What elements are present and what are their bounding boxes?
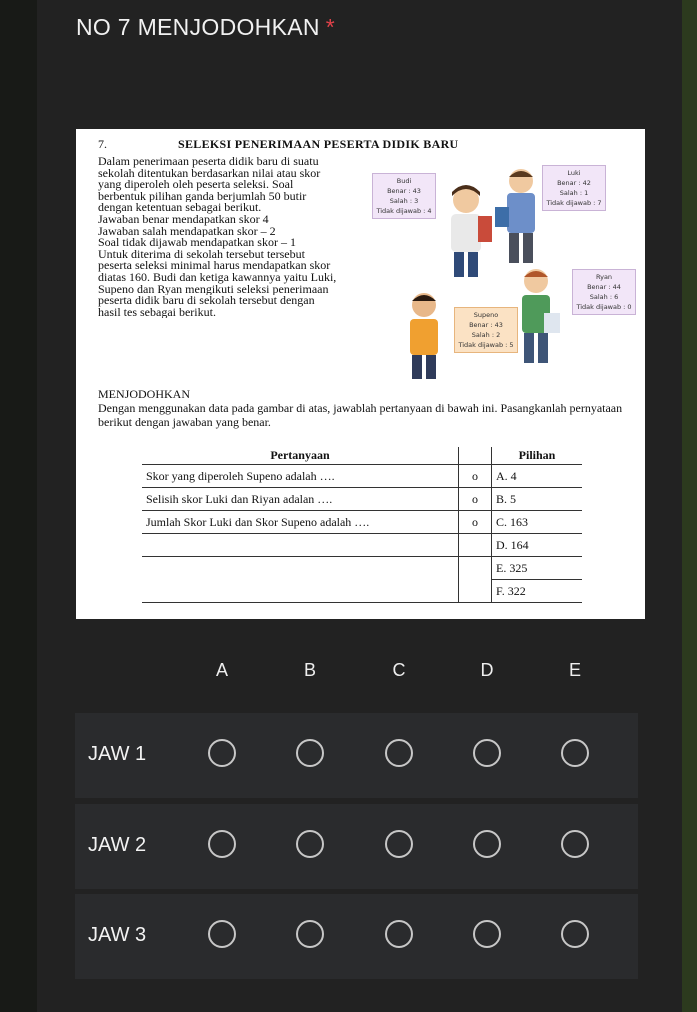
section-label: MENJODOHKAN [98, 387, 190, 401]
problem-title: SELEKSI PENERIMAAN PESERTA DIDIK BARU [178, 137, 459, 151]
ryan-score-bubble: Ryan Benar : 44 Salah : 6 Tidak dijawab : 0 [572, 269, 636, 315]
question-title: NO 7 MENJODOHKAN * [76, 14, 336, 40]
radio-jaw3-a[interactable] [208, 920, 236, 948]
problem-intro: Dalam penerimaan peserta didik baru di suatu sekolah ditentukan berdasarkan nilai atau skor yang diperoleh oleh peserta seleksi. Soal berbentuk pilihan ganda berjumlah 50 butir dengan ketentuan sebagai berikut. Jawaban benar mendapatkan skor 4 Jawaban salah mendapatkan skor – 2 Soal tidak dijawab mendapatkan skor – 1 Untuk diterima di sekolah tersebut tersebut peserta seleksi minimal harus mendapatkan skor diatas 160. Budi dan ketiga kawannya yaitu Luki, Supeno dan Ryan mengikuti seleksi penerimaan peserta didik baru di sekolah tersebut dengan hasil tes sebagai berikut. [98, 156, 337, 319]
grid-row-jaw-1 [75, 713, 638, 798]
radio-jaw3-d[interactable] [473, 920, 501, 948]
column-header-a: A [215, 660, 228, 680]
header-options: Pilihan [492, 447, 583, 465]
column-header-c: C [392, 660, 406, 680]
radio-jaw1-e[interactable] [561, 739, 589, 767]
table-row: D. 164 [142, 534, 582, 557]
radio-jaw1-b[interactable] [296, 739, 324, 767]
table-row: Selisih skor Luki dan Riyan adalan …. o B. 5 [142, 488, 582, 511]
problem-number: 7. [98, 137, 107, 151]
row-label: JAW 1 [88, 743, 147, 765]
column-header-d: D [480, 660, 494, 680]
radio-jaw3-b[interactable] [296, 920, 324, 948]
budi-score-bubble: Budi Benar : 43 Salah : 3 Tidak dijawab : 4 [372, 173, 436, 219]
required-mark: * [325, 14, 336, 40]
radio-jaw1-a[interactable] [208, 739, 236, 767]
radio-jaw2-b[interactable] [296, 830, 324, 858]
table-row: E. 325 [142, 557, 582, 580]
row-label: JAW 3 [88, 924, 147, 946]
grid-row-jaw-2 [75, 804, 638, 889]
table-row: F. 322 [142, 580, 582, 603]
problem-image [76, 129, 645, 619]
luki-score-bubble: Luki Benar : 42 Salah : 1 Tidak dijawab : 7 [542, 165, 606, 211]
ryan-illustration [508, 267, 568, 367]
radio-jaw3-e[interactable] [561, 920, 589, 948]
radio-jaw1-c[interactable] [385, 739, 413, 767]
instruction-text: Dengan menggunakan data pada gambar di atas, jawablah pertanyaan di bawah ini. Pasangkanlah pernyataan berikut dengan jawaban yang benar. [98, 401, 623, 429]
matching-table [142, 447, 582, 603]
radio-jaw3-c[interactable] [385, 920, 413, 948]
radio-jaw2-a[interactable] [208, 830, 236, 858]
row-label: JAW 2 [88, 834, 147, 856]
header-question: Pertanyaan [142, 447, 459, 465]
supeno-illustration [398, 291, 456, 381]
supeno-score-bubble: Supeno Benar : 43 Salah : 2 Tidak dijawab : 5 [454, 307, 518, 353]
radio-jaw2-c[interactable] [385, 830, 413, 858]
grid-row-jaw-3 [75, 894, 638, 979]
page-background-strip [682, 0, 697, 1012]
column-header-b: B [303, 660, 316, 680]
radio-jaw2-e[interactable] [561, 830, 589, 858]
radio-jaw1-d[interactable] [473, 739, 501, 767]
table-row: Skor yang diperoleh Supeno adalah …. o A. 4 [142, 465, 582, 488]
table-row: Jumlah Skor Luki dan Skor Supeno adalah …. o C. 163 [142, 511, 582, 534]
radio-jaw2-d[interactable] [473, 830, 501, 858]
budi-illustration [438, 184, 498, 279]
column-header-e: E [568, 660, 581, 680]
